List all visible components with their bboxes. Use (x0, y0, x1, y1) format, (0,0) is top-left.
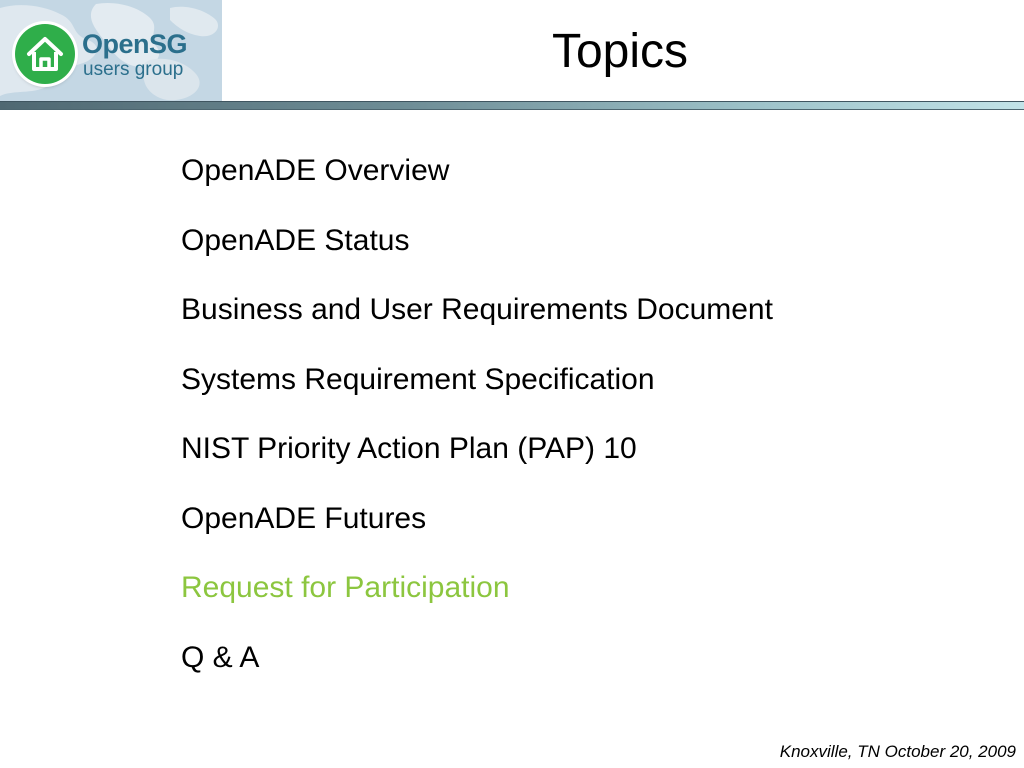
header-divider (0, 101, 1024, 110)
topic-item: Business and User Requirements Document (181, 293, 773, 326)
topic-item: OpenADE Overview (181, 154, 450, 187)
topic-item: OpenADE Futures (181, 501, 427, 535)
logo-subtitle: users group (83, 59, 184, 80)
topic-item: NIST Priority Action Plan (PAP) 10 (181, 432, 637, 465)
topic-item: Q & A (181, 640, 260, 674)
home-icon (15, 24, 75, 84)
slide-title: Topics (551, 25, 689, 78)
logo-name: OpenSG (82, 29, 188, 59)
topic-item: OpenADE Status (181, 223, 410, 257)
topic-item-highlighted: Request for Participation (181, 571, 510, 604)
footer-location-date: Knoxville, TN October 20, 2009 (779, 742, 1016, 761)
topic-list (181, 153, 773, 709)
opensg-logo (0, 0, 222, 102)
topic-item: Systems Requirement Specification (181, 362, 655, 396)
